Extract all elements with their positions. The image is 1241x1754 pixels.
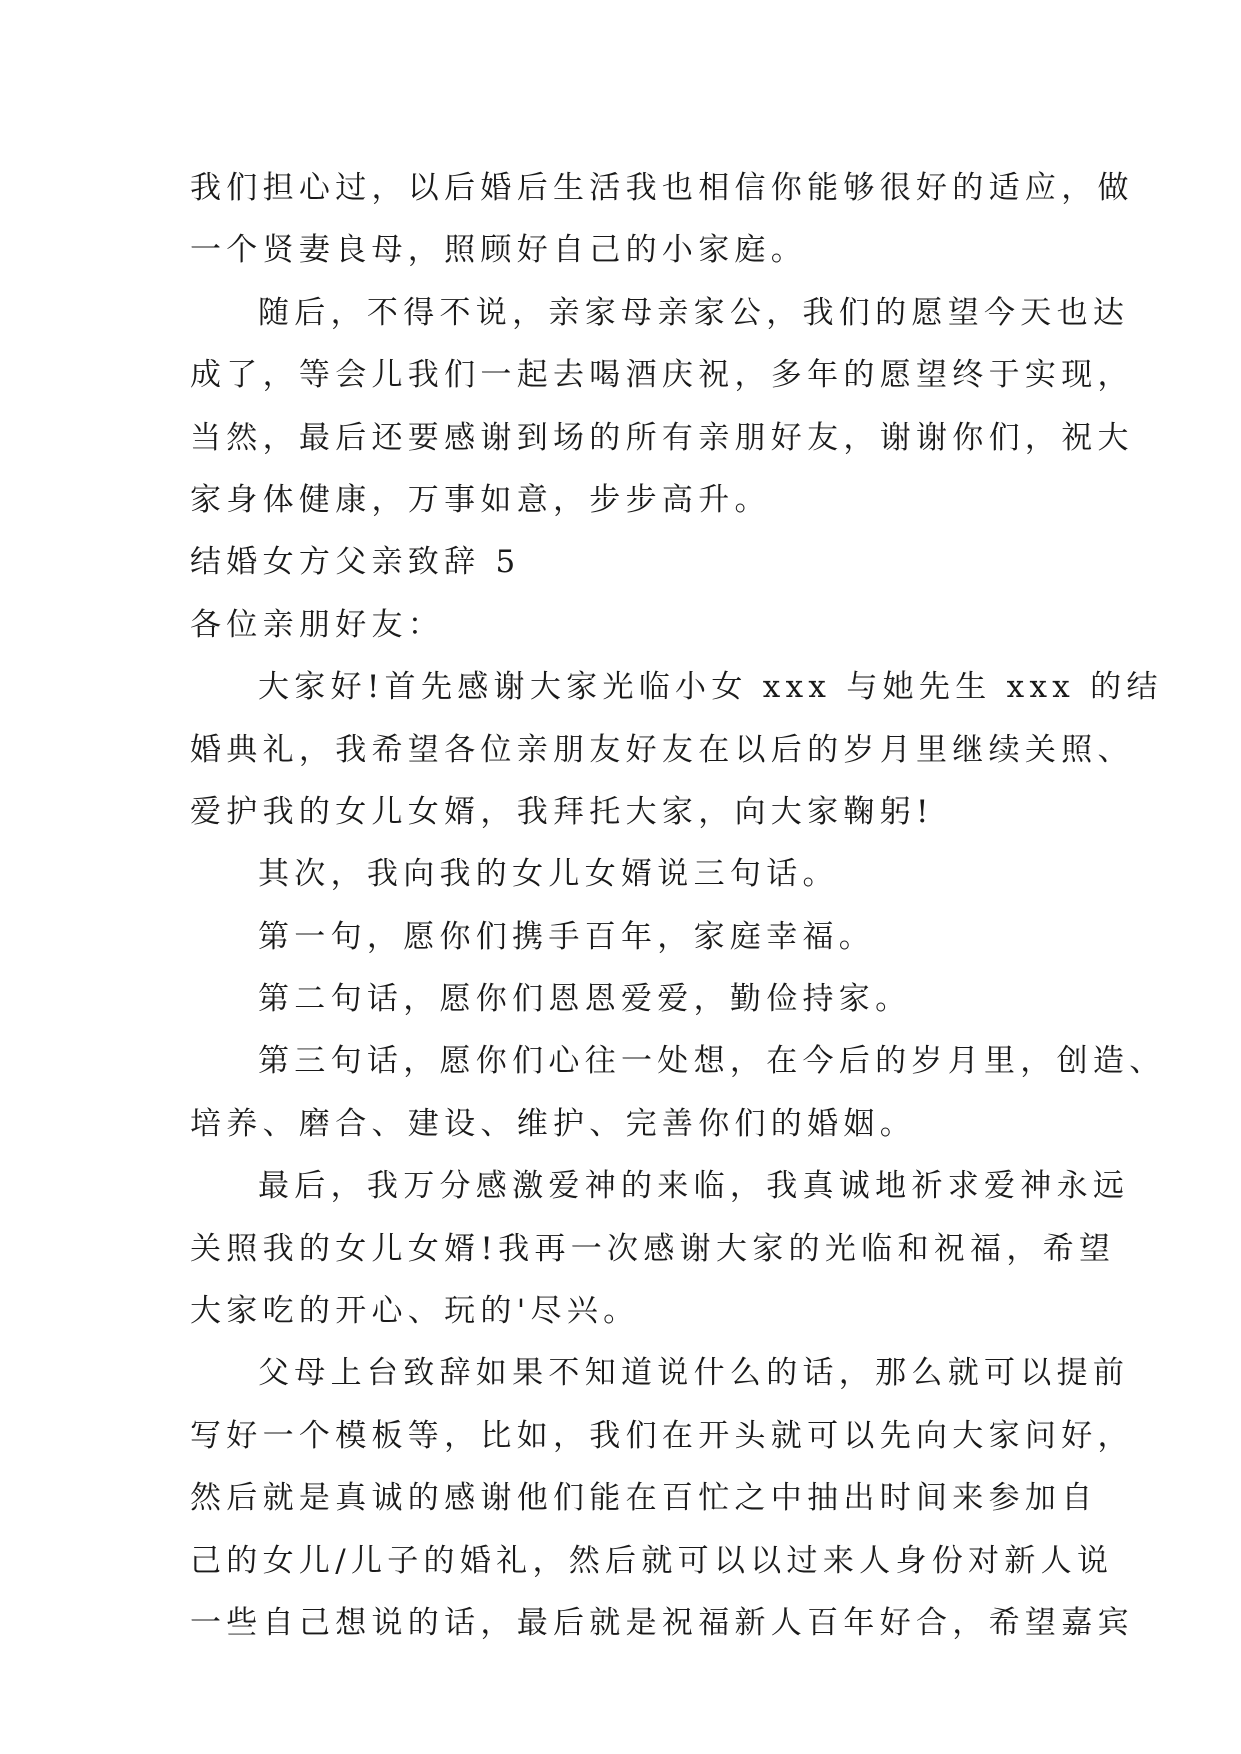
- text-line: 家身体健康，万事如意，步步高升。: [190, 481, 771, 518]
- salutation: 各位亲朋好友：: [190, 606, 445, 643]
- text-line: 爱护我的女儿女婿，我拜托大家，向大家鞠躬!: [190, 793, 934, 830]
- paragraph-start-line: 父母上台致辞如果不知道说什么的话，那么就可以提前: [258, 1355, 1130, 1392]
- text-line: 一个贤妻良母，照顾好自己的小家庭。: [190, 232, 808, 269]
- text-line: 我们担心过，以后婚后生活我也相信你能够很好的适应，做: [190, 170, 1134, 206]
- text-line: 关照我的女儿女婿!我再一次感谢大家的光临和祝福，希望: [190, 1230, 1116, 1267]
- text-line: 当然，最后还要感谢到场的所有亲朋好友，谢谢你们，祝大: [190, 419, 1134, 456]
- paragraph-start-line: 第二句话，愿你们恩恩爱爱，勤俭持家。: [258, 981, 912, 1018]
- paragraph-start-line: 最后，我万分感激爱神的来临，我真诚地祈求爱神永远: [258, 1168, 1130, 1205]
- text-line: 写好一个模板等，比如，我们在开头就可以先向大家问好，: [190, 1417, 1134, 1454]
- text-line: 婚典礼，我希望各位亲朋友好友在以后的岁月里继续关照、: [190, 731, 1134, 768]
- text-line: 成了，等会儿我们一起去喝酒庆祝，多年的愿望终于实现，: [190, 357, 1134, 394]
- paragraph-start-line: 大家好!首先感谢大家光临小女 xxx 与她先生 xxx 的结: [258, 669, 1163, 706]
- paragraph-start-line: 其次，我向我的女儿女婿说三句话。: [258, 856, 839, 893]
- paragraph-start-line: 第一句，愿你们携手百年，家庭幸福。: [258, 918, 876, 955]
- text-line: 一些自己想说的话，最后就是祝福新人百年好合，希望嘉宾: [190, 1604, 1134, 1641]
- text-line: 培养、磨合、建设、维护、完善你们的婚姻。: [190, 1105, 916, 1142]
- paragraph-start-line: 随后，不得不说，亲家母亲家公，我们的愿望今天也达: [258, 294, 1130, 331]
- document-body: [190, 157, 1166, 1654]
- text-line: 然后就是真诚的感谢他们能在百忙之中抽出时间来参加自: [190, 1480, 1098, 1517]
- text-line: 大家吃的开心、玩的'尽兴。: [190, 1293, 640, 1330]
- paragraph-start-line: 第三句话，愿你们心往一处想，在今后的岁月里，创造、: [258, 1043, 1166, 1080]
- text-line: 己的女儿/儿子的婚礼，然后就可以以过来人身份对新人说: [190, 1542, 1114, 1579]
- section-heading: 结婚女方父亲致辞 5: [190, 544, 521, 581]
